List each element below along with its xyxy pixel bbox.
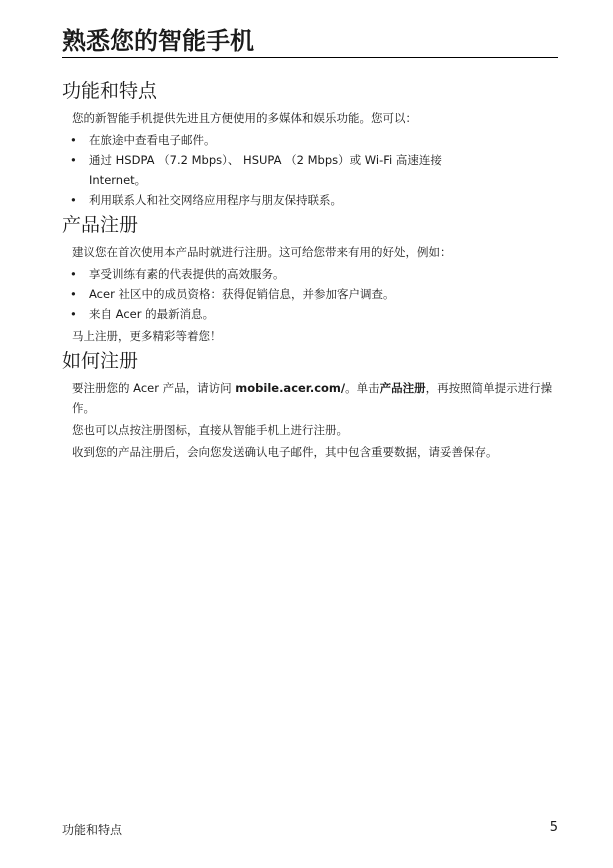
bullet-icon: • [70,133,77,147]
bullet-icon: • [70,287,77,301]
list-item: • 享受训练有素的代表提供的高效服务。 [62,264,562,284]
title-divider [62,57,558,58]
bullet-icon: • [70,193,77,207]
registration-closing: 马上注册，更多精彩等着您！ [72,329,222,343]
product-registration-label: 产品注册 [379,381,426,395]
list-item: • 来自 Acer 的最新消息。 [62,304,562,324]
registration-intro: 建议您在首次使用本产品时就进行注册。这可给您带来有用的好处，例如： [72,245,452,259]
section-heading-how-to-register: 如何注册 [62,350,139,372]
confirmation-email-text: 收到您的产品注册后，会向您发送确认电子邮件，其中包含重要数据，请妥善保存。 [72,445,498,459]
list-item: • Acer 社区中的成员资格：获得促销信息，并参加客户调查。 [62,284,562,304]
bullet-icon: • [70,307,77,321]
registration-benefits-list [62,264,562,324]
section-features [62,78,562,210]
features-intro: 您的新智能手机提供先进且方便使用的多媒体和娱乐功能。您可以： [72,111,417,125]
registration-url-link[interactable]: mobile.acer.com/ [235,381,346,395]
footer-section-name: 功能和特点 [62,823,123,837]
page-number: 5 [549,820,558,835]
section-registration [62,212,562,346]
list-item: • 通过 HSDPA （7.2 Mbps）、 HSUPA （2 Mbps）或 Wi-Fi 高速连接 Internet。 [62,150,499,190]
register-via-icon-text: 您也可以点按注册图标，直接从智能手机上进行注册。 [72,423,348,437]
section-how-to-register [62,348,562,462]
section-heading-registration: 产品注册 [62,214,139,236]
list-item: • 在旅途中查看电子邮件。 [62,130,562,150]
how-to-register-instructions: 要注册您的 Acer 产品，请访问 mobile.acer.com/。单击产品注册，再按照简单提示进行操作。 [72,381,553,415]
list-item: • 利用联系人和社交网络应用程序与朋友保持联系。 [62,190,562,210]
page-title: 熟悉您的智能手机 [62,27,254,55]
features-list [62,130,562,210]
section-heading-features: 功能和特点 [62,80,158,102]
bullet-icon: • [70,153,77,167]
bullet-icon: • [70,267,77,281]
